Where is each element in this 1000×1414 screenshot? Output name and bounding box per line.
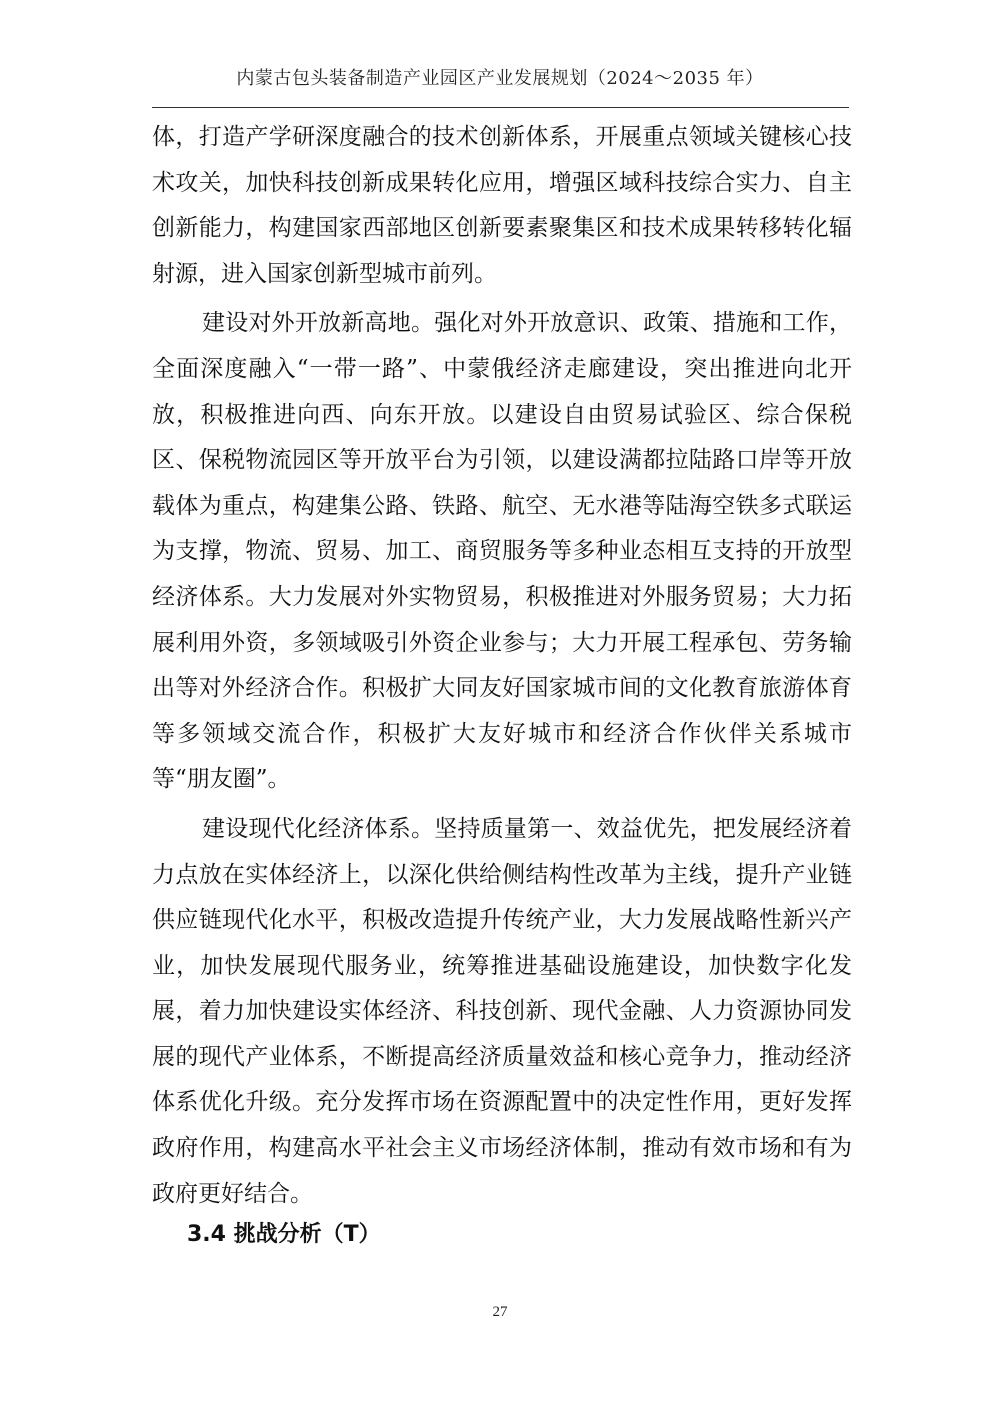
section-heading: 3.4 挑战分析（T） xyxy=(187,1222,381,1247)
paragraph-modern-economy: 建设现代化经济体系。坚持质量第一、效益优先，把发展经济着力点放在实体经济上，以深化供给侧结构性改革为主线，提升产业链供应链现代化水平，积极改造提升传统产业，大力发展战略性新兴产业，加快发展现代服务业，统筹推进基础设施建设，加快数字化发展，着力加快建设实体经济、科技创新、现代金融、人力资源协同发展的现代产业体系，不断提高经济质量效益和核心竞争力，推动经济体系优化升级。充分发挥市场在资源配置中的决定性作用，更好发挥政府作用，构建高水平社会主义市场经济体制，推动有效市场和有为政府更好结合。 xyxy=(152,815,852,1207)
running-header: 内蒙古包头装备制造产业园区产业发展规划（2024～2035 年） xyxy=(236,68,764,89)
paragraph-continuation: 体，打造产学研深度融合的技术创新体系，开展重点领域关键核心技术攻关，加快科技创新成果转化应用，增强区域科技综合实力、自主创新能力，构建国家西部地区创新要素聚集区和技术成果转移转化辐射源，进入国家创新型城市前列。 xyxy=(152,124,852,287)
paragraph-opening-up: 建设对外开放新高地。强化对外开放意识、政策、措施和工作，全面深度融入“一带一路”、中蒙俄经济走廊建设，突出推进向北开放，积极推进向西、向东开放。以建设自由贸易试验区、综合保税区、保税物流园区等开放平台为引领，以建设满都拉陆路口岸等开放载体为重点，构建集公路、铁路、航空、无水港等陆海空铁多式联运为支撑，物流、贸易、加工、商贸服务等多种业态相互支持的开放型经济体系。大力发展对外实物贸易，积极推进对外服务贸易；大力拓展利用外资，多领域吸引外资企业参与；大力开展工程承包、劳务输出等对外经济合作。积极扩大同友好国家城市间的文化教育旅游体育等多领域交流合作，积极扩大友好城市和经济合作伙伴关系城市等“朋友圈”。 xyxy=(152,310,852,793)
body-text xyxy=(152,115,852,1221)
page-number: 27 xyxy=(492,1304,508,1320)
header-divider xyxy=(152,107,849,108)
